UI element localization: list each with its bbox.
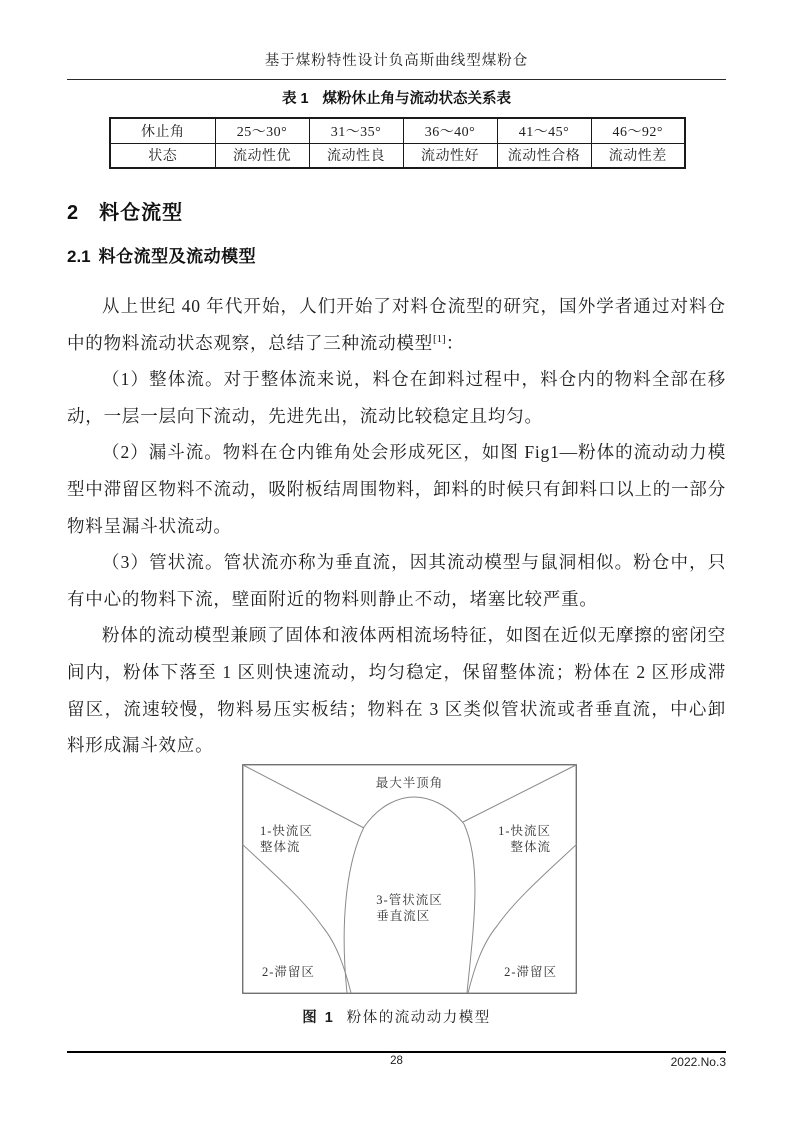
page-footer	[67, 1051, 726, 1073]
table-row	[110, 118, 685, 143]
body-text	[67, 288, 726, 764]
top-left-diagonal-line	[243, 765, 364, 828]
section-heading	[67, 202, 726, 224]
repose-angle-table	[109, 117, 686, 169]
label-line: 1-快流区	[498, 823, 551, 838]
table-cell: 46～92°	[591, 118, 685, 143]
paragraph-summary: 粉体的流动模型兼顾了固体和液体两相流场特征，如图在近似无摩擦的密闭空间内，粉体下落至 1 区则快速流动，均匀稳定，保留整体流；粉体在 2 区形成滞留区，流速较慢，物料易压实板结；物料在 3 区类似管状流或者垂直流，中心卸料形成漏斗效应。	[67, 625, 726, 756]
footer-line	[67, 1055, 726, 1073]
table-cell: 流动性良	[309, 143, 403, 168]
flow-model-diagram	[242, 764, 577, 994]
figure-caption-label: 图 1	[302, 1009, 335, 1026]
running-head-title: 基于煤粉特性设计负高斯曲线型煤粉仓	[264, 53, 529, 69]
table-cell: 流动性好	[403, 143, 497, 168]
citation-ref: [1]	[433, 332, 446, 345]
subsection-heading	[67, 247, 726, 266]
table-cell: 36～40°	[403, 118, 497, 143]
subsection-title: 料仓流型及流动模型	[98, 247, 257, 266]
label-line: 整体流	[510, 839, 551, 854]
table-cell: 31～35°	[309, 118, 403, 143]
label-line: 垂直流区	[376, 908, 431, 923]
page-header	[0, 0, 793, 80]
figure-caption-text: 粉体的流动动力模型	[346, 1009, 491, 1026]
table-cell: 流动性合格	[497, 143, 591, 168]
intro-colon: ：	[445, 332, 465, 353]
label-stagnant-zone-right: 2-滞留区	[504, 964, 557, 979]
table-caption-text: 煤粉休止角与流动状态关系表	[322, 91, 512, 107]
paragraph-item1: （1）整体流。对于整体流来说，料仓在卸料过程中，料仓内的物料全部在移动，一层一层向下流动，先进先出，流动比较稳定且均匀。	[67, 369, 726, 426]
figure-border	[243, 764, 577, 993]
issue-label: 2022.No.3	[670, 1055, 726, 1069]
label-stagnant-zone-left: 2-滞留区	[262, 964, 315, 979]
table-caption	[67, 91, 726, 108]
paragraph-item3: （3）管状流。管状流亦称为垂直流，因其流动模型与鼠洞相似。粉仓中，只有中心的物料下流，壁面附近的物料则静止不动，堵塞比较严重。	[67, 552, 726, 609]
top-right-diagonal-line	[463, 765, 576, 822]
header-rule	[67, 71, 726, 80]
table-cell: 流动性差	[591, 143, 685, 168]
figure-flow-model	[242, 764, 577, 994]
table-cell: 休止角	[110, 118, 215, 143]
table-row	[110, 143, 685, 168]
paragraph-intro	[67, 288, 726, 361]
table-cell: 流动性优	[215, 143, 309, 168]
section-number: 2	[67, 202, 80, 224]
label-max-half-apex-angle: 最大半顶角	[375, 775, 444, 790]
label-fast-flow-zone-right	[498, 823, 551, 855]
page-number: 28	[390, 1055, 403, 1067]
label-line: 3-管状流区	[376, 892, 443, 907]
table-caption-label: 表 1	[281, 91, 309, 107]
table-cell: 41～45°	[497, 118, 591, 143]
label-line: 1-快流区	[260, 823, 313, 838]
section-title: 料仓流型	[99, 202, 184, 224]
label-block	[376, 892, 442, 924]
subsection-number: 2.1	[67, 247, 91, 266]
paragraph-item2: （2）漏斗流。物料在仓内锥角处会形成死区，如图 Fig1—粉体的流动动力模型中滞留区物料不流动，吸附板结周围物料，卸料的时候只有卸料口以上的一部分物料呈漏斗状流动。	[67, 442, 726, 536]
table-cell: 状态	[110, 143, 215, 168]
figure-caption	[67, 1009, 726, 1027]
label-line: 整体流	[260, 839, 301, 854]
table-cell: 25～30°	[215, 118, 309, 143]
intro-text: 从上世纪 40 年代开始，人们开始了对料仓流型的研究，国外学者通过对料仓中的物料流动状态观察，总结了三种流动模型	[67, 296, 726, 353]
label-fast-flow-zone-left	[260, 823, 313, 855]
footer-rule	[67, 1051, 726, 1053]
label-pipe-flow-zone	[242, 892, 577, 924]
page-body	[0, 91, 793, 1027]
